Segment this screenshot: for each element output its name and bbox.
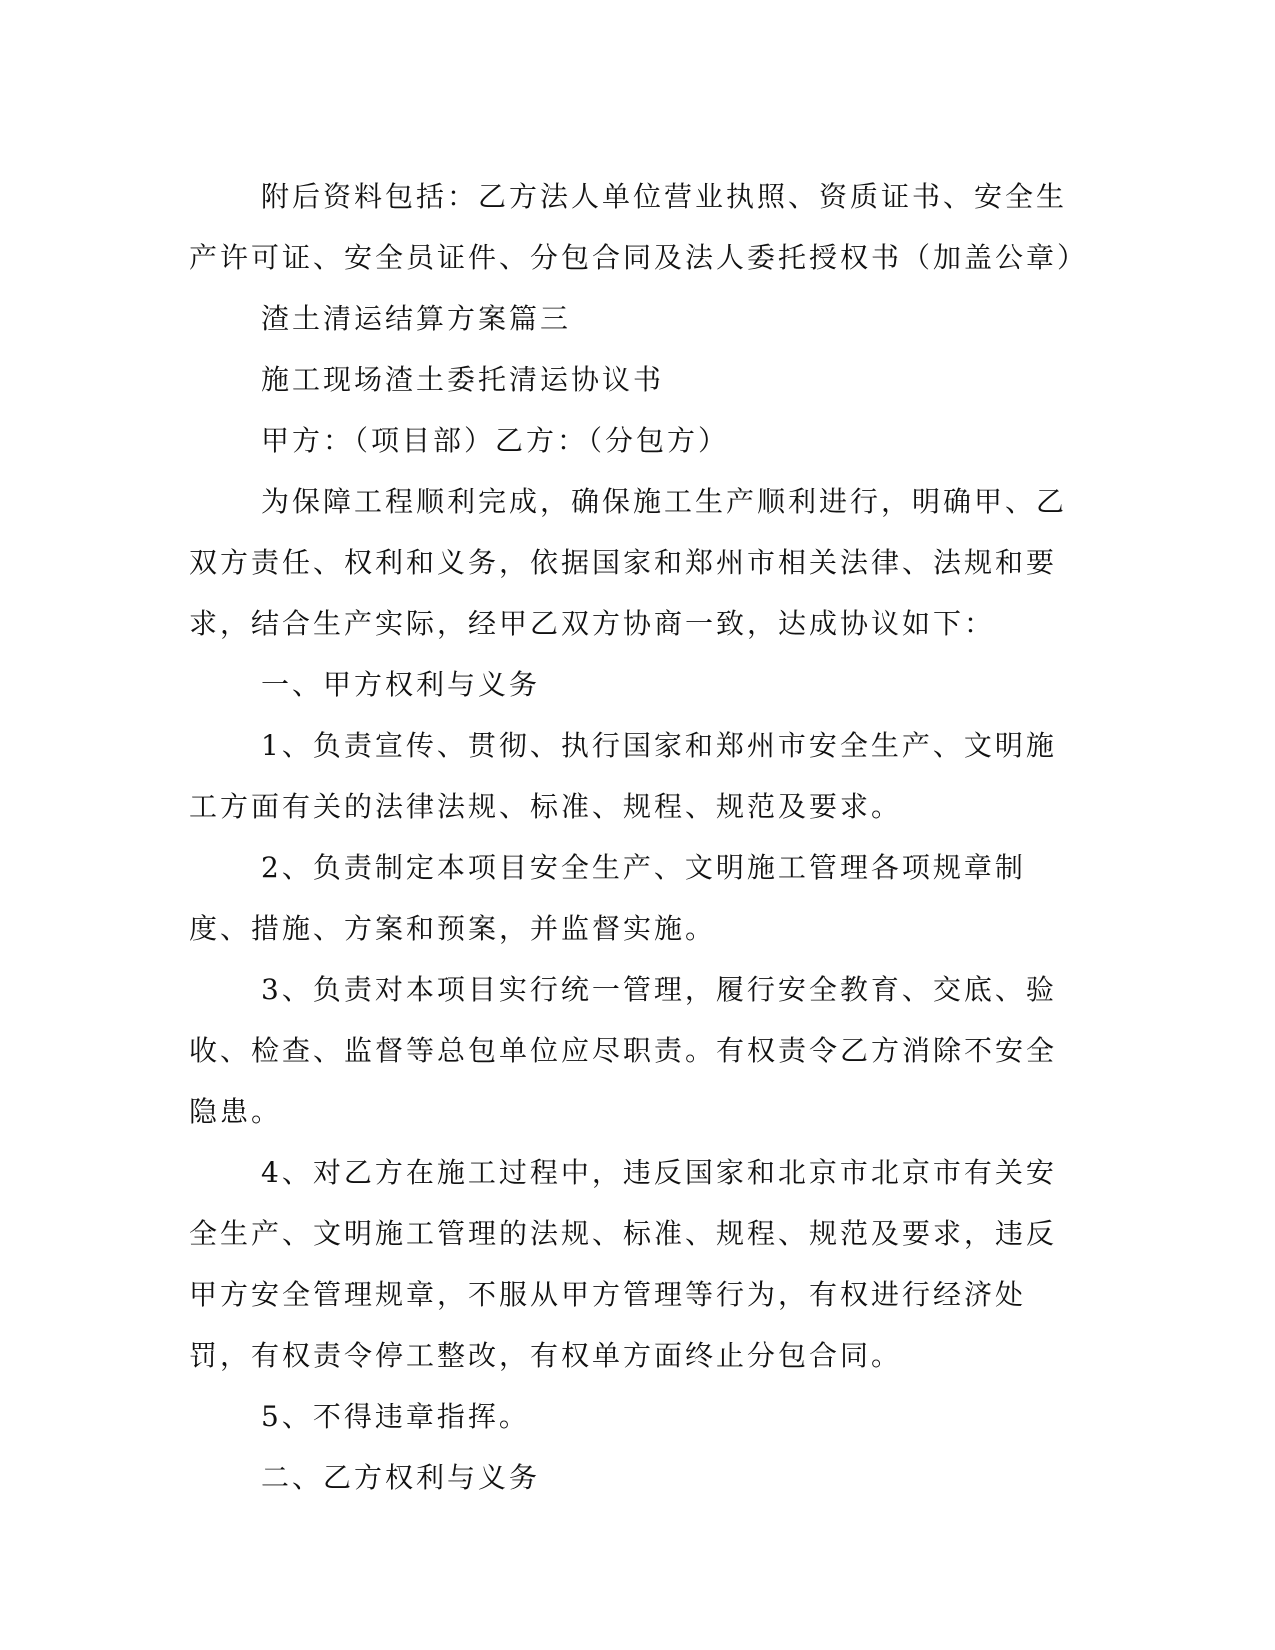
clause-a-4: 4、对乙方在施工过程中，违反国家和北京市北京市有关安全生产、文明施工管理的法规、标准、规程、规范及要求，违反甲方安全管理规章，不服从甲方管理等行为，有权进行经济处罚，有权责令停工整改，有权单方面终止分包合同。 <box>189 1156 1058 1372</box>
agreement-title: 施工现场渣土委托清运协议书 <box>261 363 665 396</box>
paragraph-preamble: 为保障工程顺利完成，确保施工生产顺利进行，明确甲、乙双方责任、权利和义务，依据国家和郑州市相关法律、法规和要求，结合生产实际，经甲乙双方协商一致，达成协议如下： <box>189 485 1068 640</box>
clause-a-5: 5、不得违章指挥。 <box>261 1400 530 1433</box>
clause-a-1: 1、负责宣传、贯彻、执行国家和郑州市安全生产、文明施工方面有关的法律法规、标准、规程、规范及要求。 <box>189 729 1057 823</box>
parties-line: 甲方：（项目部）乙方：（分包方） <box>261 424 730 457</box>
section-title: 渣土清运结算方案篇三 <box>261 302 572 335</box>
document-body <box>189 166 1089 1508</box>
clause-a-3: 3、负责对本项目实行统一管理，履行安全教育、交底、验收、检查、监督等总包单位应尽职责。有权责令乙方消除不安全隐患。 <box>189 973 1058 1128</box>
heading-party-b-rights: 二、乙方权利与义务 <box>261 1461 541 1494</box>
paragraph-attachments: 附后资料包括：乙方法人单位营业执照、资质证书、安全生产许可证、安全员证件、分包合同及法人委托授权书（加盖公章） <box>189 180 1089 274</box>
clause-a-2: 2、负责制定本项目安全生产、文明施工管理各项规章制度、措施、方案和预案，并监督实施。 <box>189 851 1026 945</box>
heading-party-a-rights: 一、甲方权利与义务 <box>261 668 541 701</box>
